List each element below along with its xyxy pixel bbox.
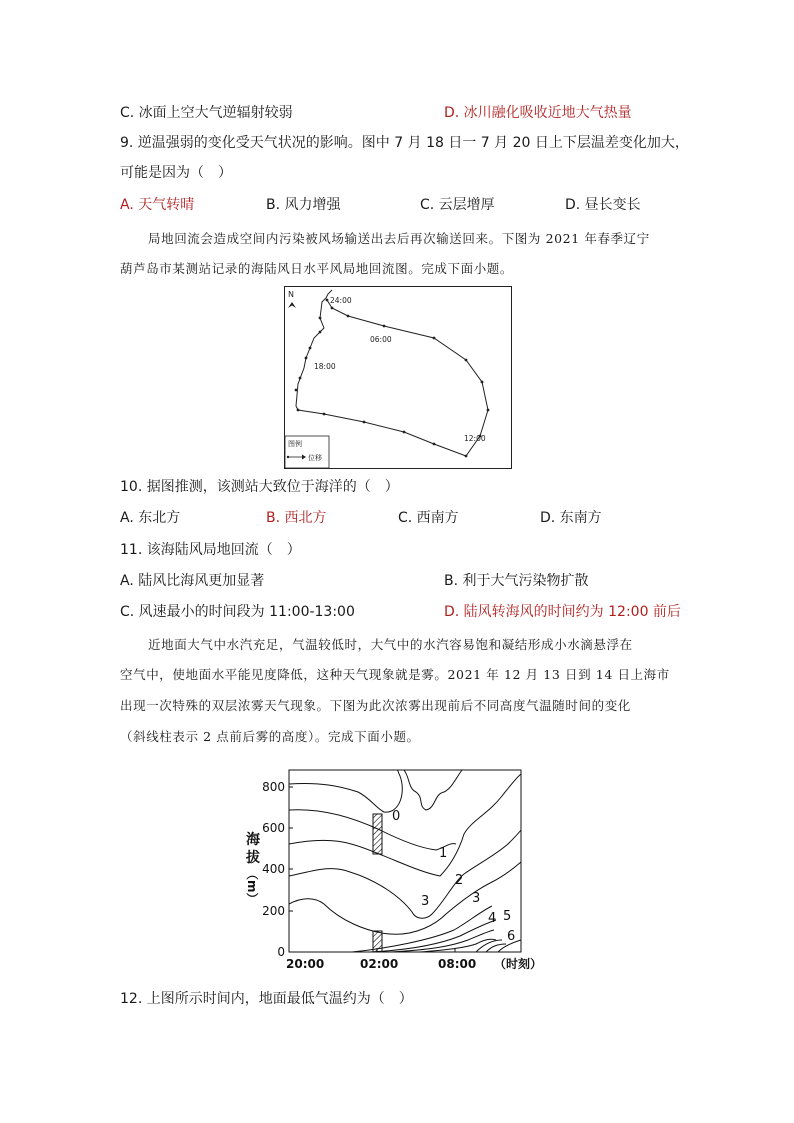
- time-label-2400: 24:00: [330, 296, 352, 305]
- time-label-1200: 12:00: [464, 434, 486, 443]
- q11-stem: 11. 该海陆风局地回流（ ）: [120, 542, 301, 558]
- x-tick-0200: 02:00: [360, 957, 399, 971]
- q10-stem: 10. 据图推测，该测站大致位于海洋的（ ）: [120, 479, 399, 495]
- q9-stem-line1: 9. 逆温强弱的变化受天气状况的影响。图中 7 月 18 日一 7 月 20 日上下层温差变化加大，: [120, 135, 689, 151]
- q9-option-a[interactable]: A. 天气转晴: [120, 197, 195, 213]
- legend-item: 位移: [308, 454, 322, 462]
- passage2-line2: 空气中，使地面水平能见度降低，这种天气现象就是雾。2021 年 12 月 13 日到 14 日上海市: [120, 667, 670, 682]
- contour-label-0: 0: [392, 809, 401, 824]
- q9-option-d[interactable]: D. 昼长变长: [565, 197, 641, 213]
- plot-frame: [289, 770, 521, 952]
- q8-option-d[interactable]: D. 冰川融化吸收近地大气热量: [444, 105, 632, 121]
- fog-column-upper: [373, 814, 382, 854]
- contour-label-1: 1: [439, 846, 448, 861]
- q12-stem: 12. 上图所示时间内，地面最低气温约为（ ）: [120, 991, 413, 1007]
- temperature-contour-figure: [240, 764, 550, 976]
- x-tick-2000: 20:00: [286, 957, 325, 971]
- q10-option-b[interactable]: B. 西北方: [266, 510, 327, 526]
- time-label-0600: 06:00: [370, 335, 392, 344]
- contour-label-3b: 3: [472, 891, 481, 906]
- contour-label-6: 6: [507, 929, 516, 944]
- contour-label-5: 5: [503, 909, 512, 924]
- passage2-line4: （斜线柱表示 2 点前后雾的高度）。完成下面小题。: [120, 729, 420, 744]
- y-axis-label-2: 拔: [246, 850, 260, 866]
- fog-column-lower: [373, 931, 382, 952]
- contour-label-3a: 3: [421, 894, 430, 909]
- x-axis-unit: （时刻）: [494, 957, 543, 971]
- legend-title: 图例: [288, 440, 302, 448]
- y-tick-200: 200: [262, 904, 285, 918]
- time-label-1800: 18:00: [314, 362, 336, 371]
- y-axis-label-3: （m）: [245, 868, 259, 905]
- q9-option-c[interactable]: C. 云层增厚: [420, 197, 495, 213]
- passage2-line3: 出现一次特殊的双层浓雾天气现象。下图为此次浓雾出现前后不同高度气温随时间的变化: [120, 698, 631, 713]
- passage1-line1: 局地回流会造成空间内污染被风场输送出去后再次输送回来。下图为 2021 年春季辽宁: [148, 231, 650, 246]
- q9-option-b[interactable]: B. 风力增强: [266, 197, 341, 213]
- y-tick-600: 600: [262, 821, 285, 835]
- passage2-line1: 近地面大气中水汽充足，气温较低时，大气中的水汽容易饱和凝结形成小水滴悬浮在: [148, 637, 633, 652]
- q11-option-a[interactable]: A. 陆风比海风更加显著: [120, 573, 265, 589]
- q9-stem-line2: 可能是因为（ ）: [120, 165, 232, 181]
- contour-label-4: 4: [488, 911, 497, 926]
- q11-option-d[interactable]: D. 陆风转海风的时间约为 12:00 前后: [444, 604, 681, 620]
- y-tick-0: 0: [277, 945, 285, 959]
- y-tick-400: 400: [262, 862, 285, 876]
- contour-label-2: 2: [455, 873, 464, 888]
- q10-option-c[interactable]: C. 西南方: [398, 510, 459, 526]
- figure-legend: [285, 436, 329, 468]
- q10-option-a[interactable]: A. 东北方: [120, 510, 181, 526]
- x-tick-0800: 08:00: [438, 957, 477, 971]
- recirculation-figure: [284, 286, 512, 470]
- north-label: N: [288, 290, 294, 299]
- q8-option-c[interactable]: C. 冰面上空大气逆辐射较弱: [120, 105, 293, 121]
- q11-option-b[interactable]: B. 利于大气污染物扩散: [444, 573, 589, 589]
- y-axis-label-1: 海: [246, 832, 260, 848]
- q11-option-c[interactable]: C. 风速最小的时间段为 11:00-13:00: [120, 604, 355, 620]
- q10-option-d[interactable]: D. 东南方: [540, 510, 602, 526]
- passage1-line2: 葫芦岛市某测站记录的海陆风日水平风局地回流图。完成下面小题。: [120, 261, 514, 276]
- y-tick-800: 800: [262, 780, 285, 794]
